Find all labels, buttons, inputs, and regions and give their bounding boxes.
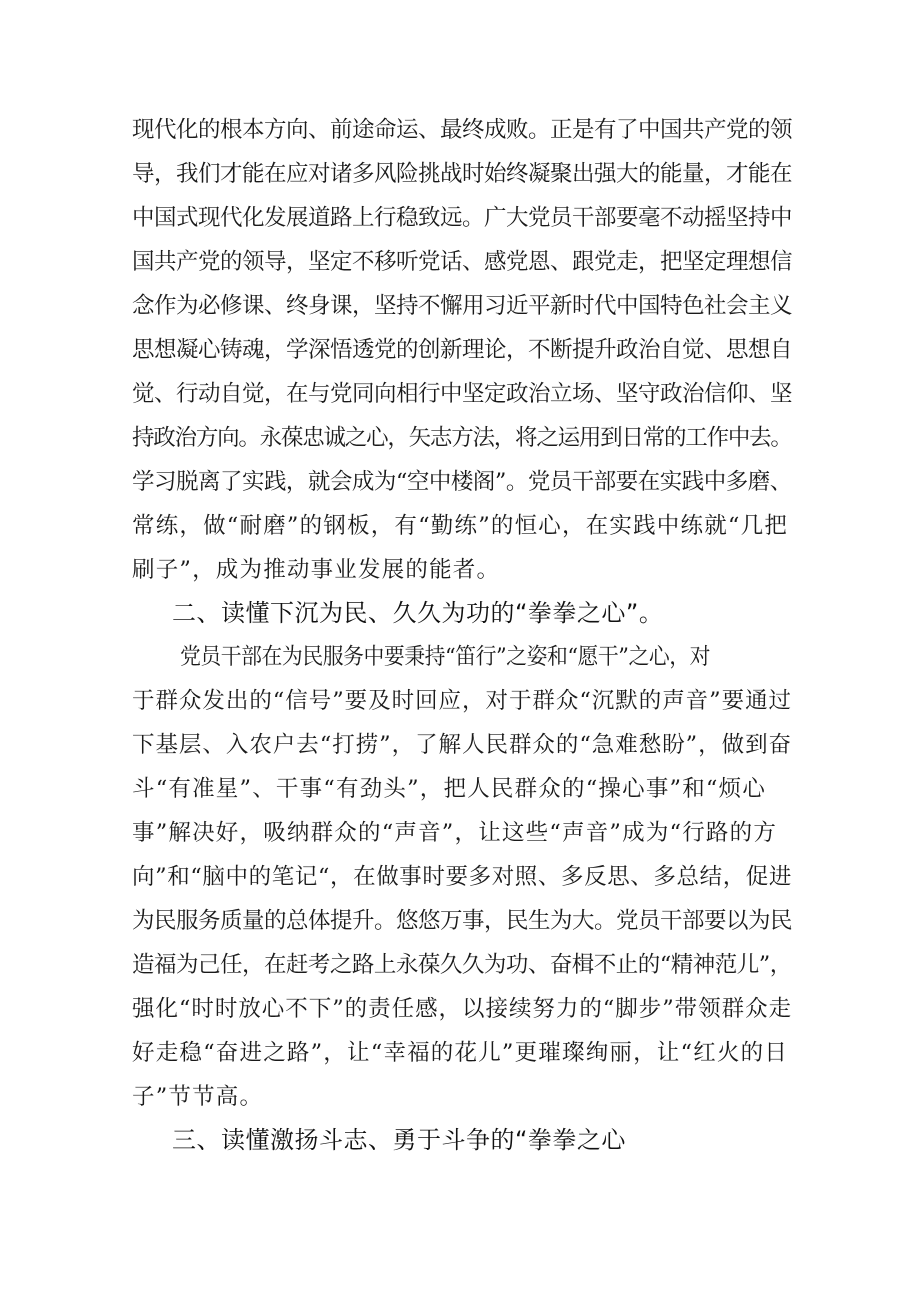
- section-heading-3: 三、读懂激扬斗志、勇于斗争的“拳拳之心: [172, 1126, 626, 1154]
- paragraph2-line: 事”解决好，吸纳群众的“声音”，让这些“声音”成为“行路的方: [132, 820, 778, 846]
- paragraph1-line: 国共产党的领导，坚定不移听党话、感党恩、跟党走，把坚定理想信: [132, 249, 793, 275]
- section-heading-2: 二、读懂下沉为民、久久为功的“拳拳之心”。: [172, 599, 664, 627]
- paragraph2-line: 强化“时时放心不下”的责任感，以接续努力的“脚步”带领群众走: [132, 996, 793, 1022]
- paragraph2-line: 造福为己任，在赶考之路上永葆久久为功、奋楫不止的“精神范儿”，: [132, 952, 792, 978]
- paragraph1-line: 中国式现代化发展道路上行稳致远。广大党员干部要毫不动摇坚持中: [132, 205, 793, 231]
- paragraph2-line: 子”节节高。: [132, 1084, 264, 1110]
- paragraph2-line: 于群众发出的“信号”要及时回应，对于群众“沉默的声音”要通过: [132, 688, 793, 714]
- paragraph1-line: 现代化的根本方向、前途命运、最终成败。正是有了中国共产党的领: [132, 117, 793, 143]
- paragraph1-line: 常练，做“耐磨”的钢板，有“勤练”的恒心，在实践中练就“几把: [132, 513, 789, 539]
- paragraph1-line: 觉、行动自觉，在与党同向相行中坚定政治立场、坚守政治信仰、坚: [132, 381, 793, 407]
- paragraph1-line: 思想凝心铸魂，学深悟透党的创新理论，不断提升政治自觉、思想自: [132, 337, 793, 363]
- paragraph2-line: 向”和“脑中的笔记“，在做事时要多对照、多反思、多总结，促进: [132, 864, 793, 890]
- paragraph1-line: 刷子”，成为推动事业发展的能者。: [132, 557, 501, 583]
- paragraph2-line: 为民服务质量的总体提升。悠悠万事，民生为大。党员干部要以为民: [132, 908, 793, 934]
- paragraph1-line: 导，我们才能在应对诸多风险挑战时始终凝聚出强大的能量，才能在: [132, 161, 793, 187]
- paragraph1-line: 学习脱离了实践，就会成为“空中楼阁”。党员干部要在实践中多磨、: [132, 469, 792, 495]
- paragraph1-line: 持政治方向。永葆忠诚之心，矢志方法，将之运用到日常的工作中去。: [132, 425, 792, 451]
- paragraph2-line: 党员干部在为民服务中要秉持“笛行”之姿和“愿干”之心，对: [180, 644, 711, 670]
- paragraph2-line: 下基层、入农户去“打捞”，了解人民群众的“急难愁盼”，做到奋: [132, 732, 793, 758]
- paragraph1-line: 念作为必修课、终身课，坚持不懈用习近平新时代中国特色社会主义: [132, 293, 793, 319]
- paragraph2-line: 好走稳“奋进之路”，让“幸福的花儿”更璀璨绚丽，让“红火的日: [132, 1040, 789, 1066]
- paragraph2-line: 斗“有准星”、干事“有劲头”，把人民群众的“操心事”和“烦心: [132, 776, 767, 802]
